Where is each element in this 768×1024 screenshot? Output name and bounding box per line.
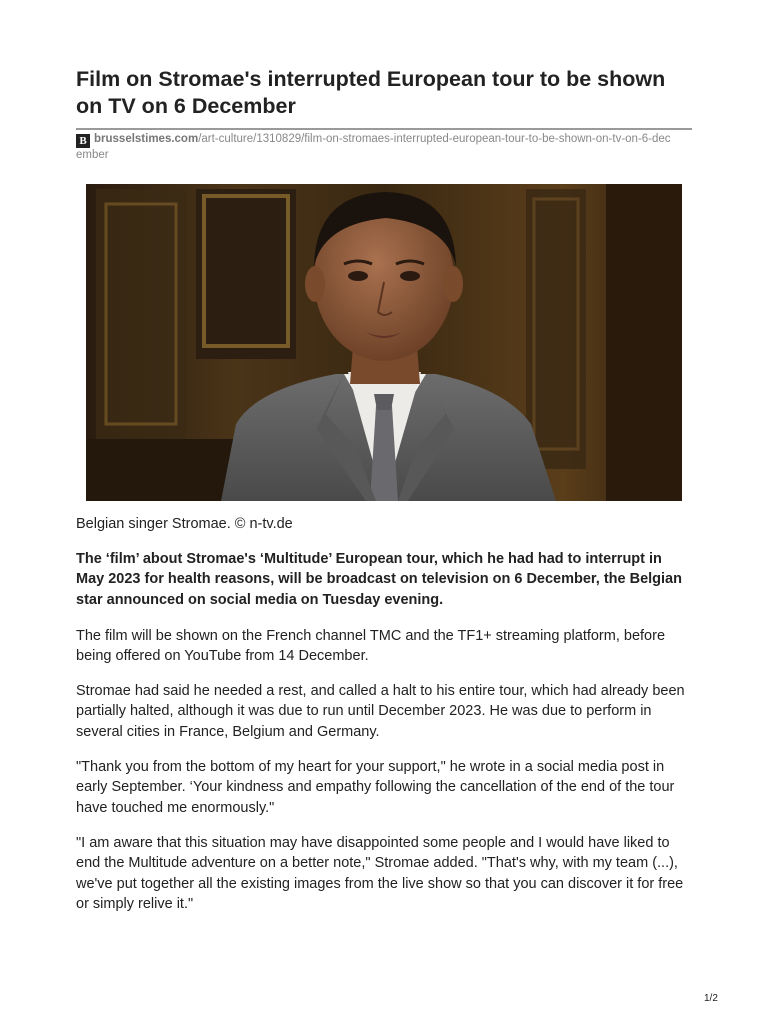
title-divider (76, 128, 692, 130)
body-paragraph-3: "Thank you from the bottom of my heart for your support," he wrote in a social media post in early September. ‘Your kindness and empathy following the cancellation of the end of the tour have touched me enormously." (76, 759, 675, 816)
source-url[interactable] (76, 132, 676, 162)
brussels-times-favicon-icon: B (76, 134, 90, 148)
photo-caption: Belgian singer Stromae. © n-tv.de (76, 516, 293, 532)
lead-paragraph: The ‘film’ about Stromae's ‘Multitude’ European tour, which he had had to interrupt in May 2023 for health reasons, will be broadcast on television on 6 December, the Belgian star announced on social media on Tuesday evening. (76, 551, 682, 608)
source-domain[interactable]: brusselstimes.com (94, 133, 199, 145)
article-title: Film on Stromae's interrupted European tour to be shown on TV on 6 December (76, 67, 666, 118)
body-paragraph-1: The film will be shown on the French channel TMC and the TF1+ streaming platform, before being offered on YouTube from 14 December. (76, 628, 666, 665)
page-number: 1/2 (704, 993, 718, 1004)
body-paragraph-4: "I am aware that this situation may have disappointed some people and I would have liked to end the Multitude adventure on a better note," Stromae added. "That's why, with my team (...), we've put together all the existing images from the live show so that you can discover it for free or simply relive it." (76, 835, 684, 912)
body-paragraph-2: Stromae had said he needed a rest, and called a halt to his entire tour, which had already been partially halted, although it was due to run until December 2023. He was due to perform in several cities in France, Belgium and Germany. (76, 683, 685, 740)
source-path[interactable]: /art-culture/1310829/film-on-stromaes-interrupted-european-tour-to-be-shown-on-tv-on-6-december (76, 133, 671, 161)
article-page (76, 0, 692, 1024)
article-photo (86, 184, 682, 501)
